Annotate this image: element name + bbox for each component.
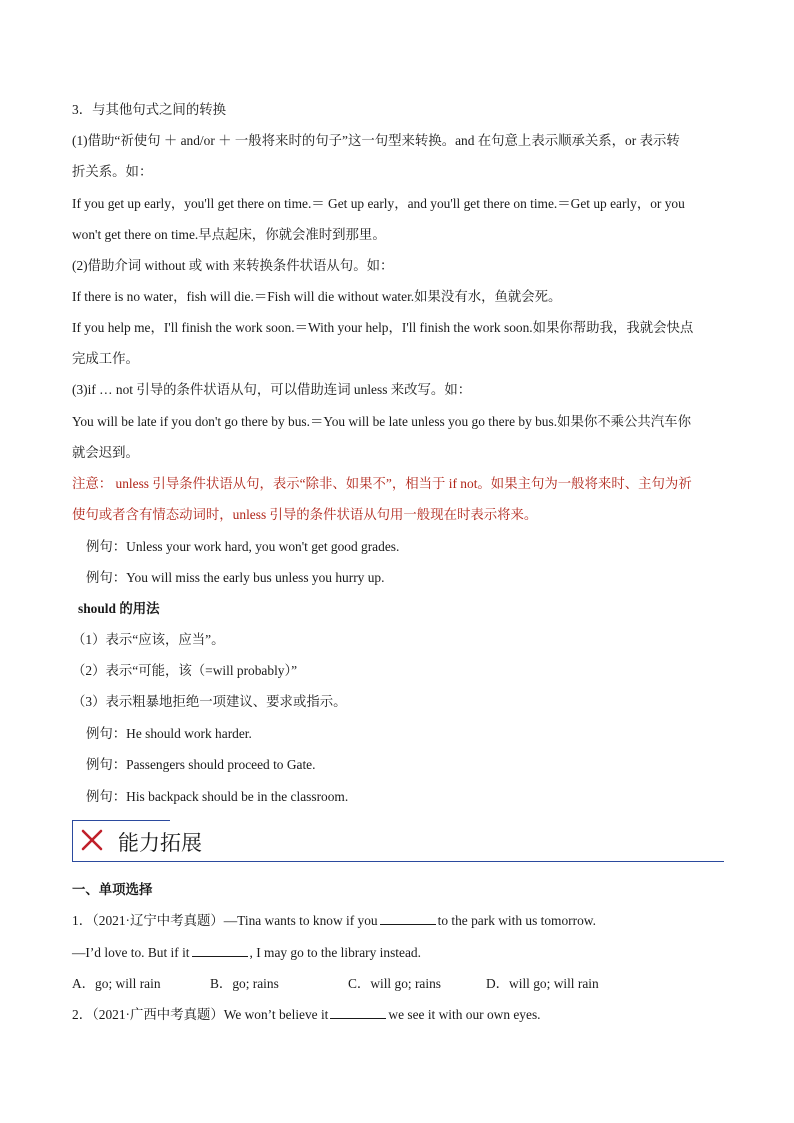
- question-1-part-c: —I’d love to. But if it: [72, 945, 190, 960]
- should-usage-2: （2）表示“可能，该（=will probably）”: [72, 663, 298, 678]
- example-help-cont: 完成工作。: [72, 351, 139, 366]
- should-example-3: 例句：His backpack should be in the classroom.: [86, 789, 349, 804]
- example-sentence-bus: 例句：You will miss the early bus unless you hurry up.: [86, 570, 385, 585]
- header-left-rule: [72, 820, 73, 862]
- option-c[interactable]: C．will go; rains: [348, 976, 441, 991]
- example-bus-cont: 就会迟到。: [72, 445, 139, 460]
- paragraph-imperative-cont: 折关系。如：: [72, 164, 153, 179]
- header-top-rule: [72, 820, 170, 821]
- section-heading-conversion: 3．与其他句式之间的转换: [72, 102, 226, 117]
- question-2: [72, 1005, 724, 1025]
- option-b[interactable]: B．go; rains: [210, 976, 279, 991]
- note-unless-cont: 使句或者含有情态动词时，unless 引导的条件状语从句用一般现在时表示将来。: [72, 507, 538, 522]
- paragraph-without-with: (2)借助介词 without 或 with 来转换条件状语从句。如：: [72, 258, 394, 273]
- example-sentence-grades: 例句：Unless your work hard, you won't get good grades.: [86, 539, 400, 554]
- should-usage-3: （3）表示粗暴地拒绝一项建议、要求或指示。: [72, 694, 347, 709]
- exercise-heading: 一、单项选择: [72, 882, 153, 897]
- question-1-part-d: , I may go to the library instead.: [249, 945, 421, 960]
- question-1-part-a: 1．（2021·辽宁中考真题）—Tina wants to know if you: [72, 913, 378, 928]
- example-get-up-early-cont: won't get there on time.早点起床，你就会准时到那里。: [72, 227, 386, 242]
- should-example-1: 例句：He should work harder.: [86, 726, 252, 741]
- answer-blank[interactable]: [330, 1006, 386, 1019]
- option-a[interactable]: A．go; will rain: [72, 976, 161, 991]
- paragraph-unless: (3)if … not 引导的条件状语从句，可以借助连词 unless 来改写。如：: [72, 382, 472, 397]
- section-title: 能力拓展: [118, 831, 202, 855]
- note-unless: 注意： unless 引导条件状语从句，表示“除非、如果不”，相当于 if not。如果主句为一般将来时、主句为祈: [72, 476, 692, 491]
- question-1: [72, 911, 724, 931]
- example-water: If there is no water，fish will die.＝Fish will die without water.如果没有水，鱼就会死。: [72, 289, 562, 304]
- example-bus: You will be late if you don't go there by bus.＝You will be late unless you go there by bus.如果你不乘公共汽车你: [72, 414, 691, 429]
- should-example-2: 例句：Passengers should proceed to Gate.: [86, 757, 316, 772]
- section-header-ability: [72, 820, 724, 864]
- example-help: If you help me，I'll finish the work soon.＝With your help，I'll finish the work soon.如果你帮助我，我就会快点: [72, 320, 694, 335]
- answer-blank[interactable]: [192, 944, 248, 957]
- header-bottom-rule: [72, 861, 724, 862]
- example-get-up-early: If you get up early，you'll get there on time.＝ Get up early，and you'll get there on time.＝Get up early，or you: [72, 196, 685, 211]
- question-1-part-b: to the park with us tomorrow.: [437, 913, 596, 928]
- should-heading: should 的用法: [78, 601, 160, 616]
- question-2-part-b: we see it with our own eyes.: [388, 1007, 541, 1022]
- question-1-reply: [72, 943, 724, 963]
- x-mark-icon: [80, 828, 104, 852]
- question-2-part-a: 2．（2021·广西中考真题）We won’t believe it: [72, 1007, 329, 1022]
- should-usage-1: （1）表示“应该，应当”。: [72, 632, 225, 647]
- answer-blank[interactable]: [380, 912, 436, 925]
- option-d[interactable]: D．will go; will rain: [486, 976, 599, 991]
- paragraph-imperative: (1)借助“祈使句 ＋ and/or ＋ 一般将来时的句子”这一句型来转换。and 在句意上表示顺承关系，or 表示转: [72, 133, 680, 148]
